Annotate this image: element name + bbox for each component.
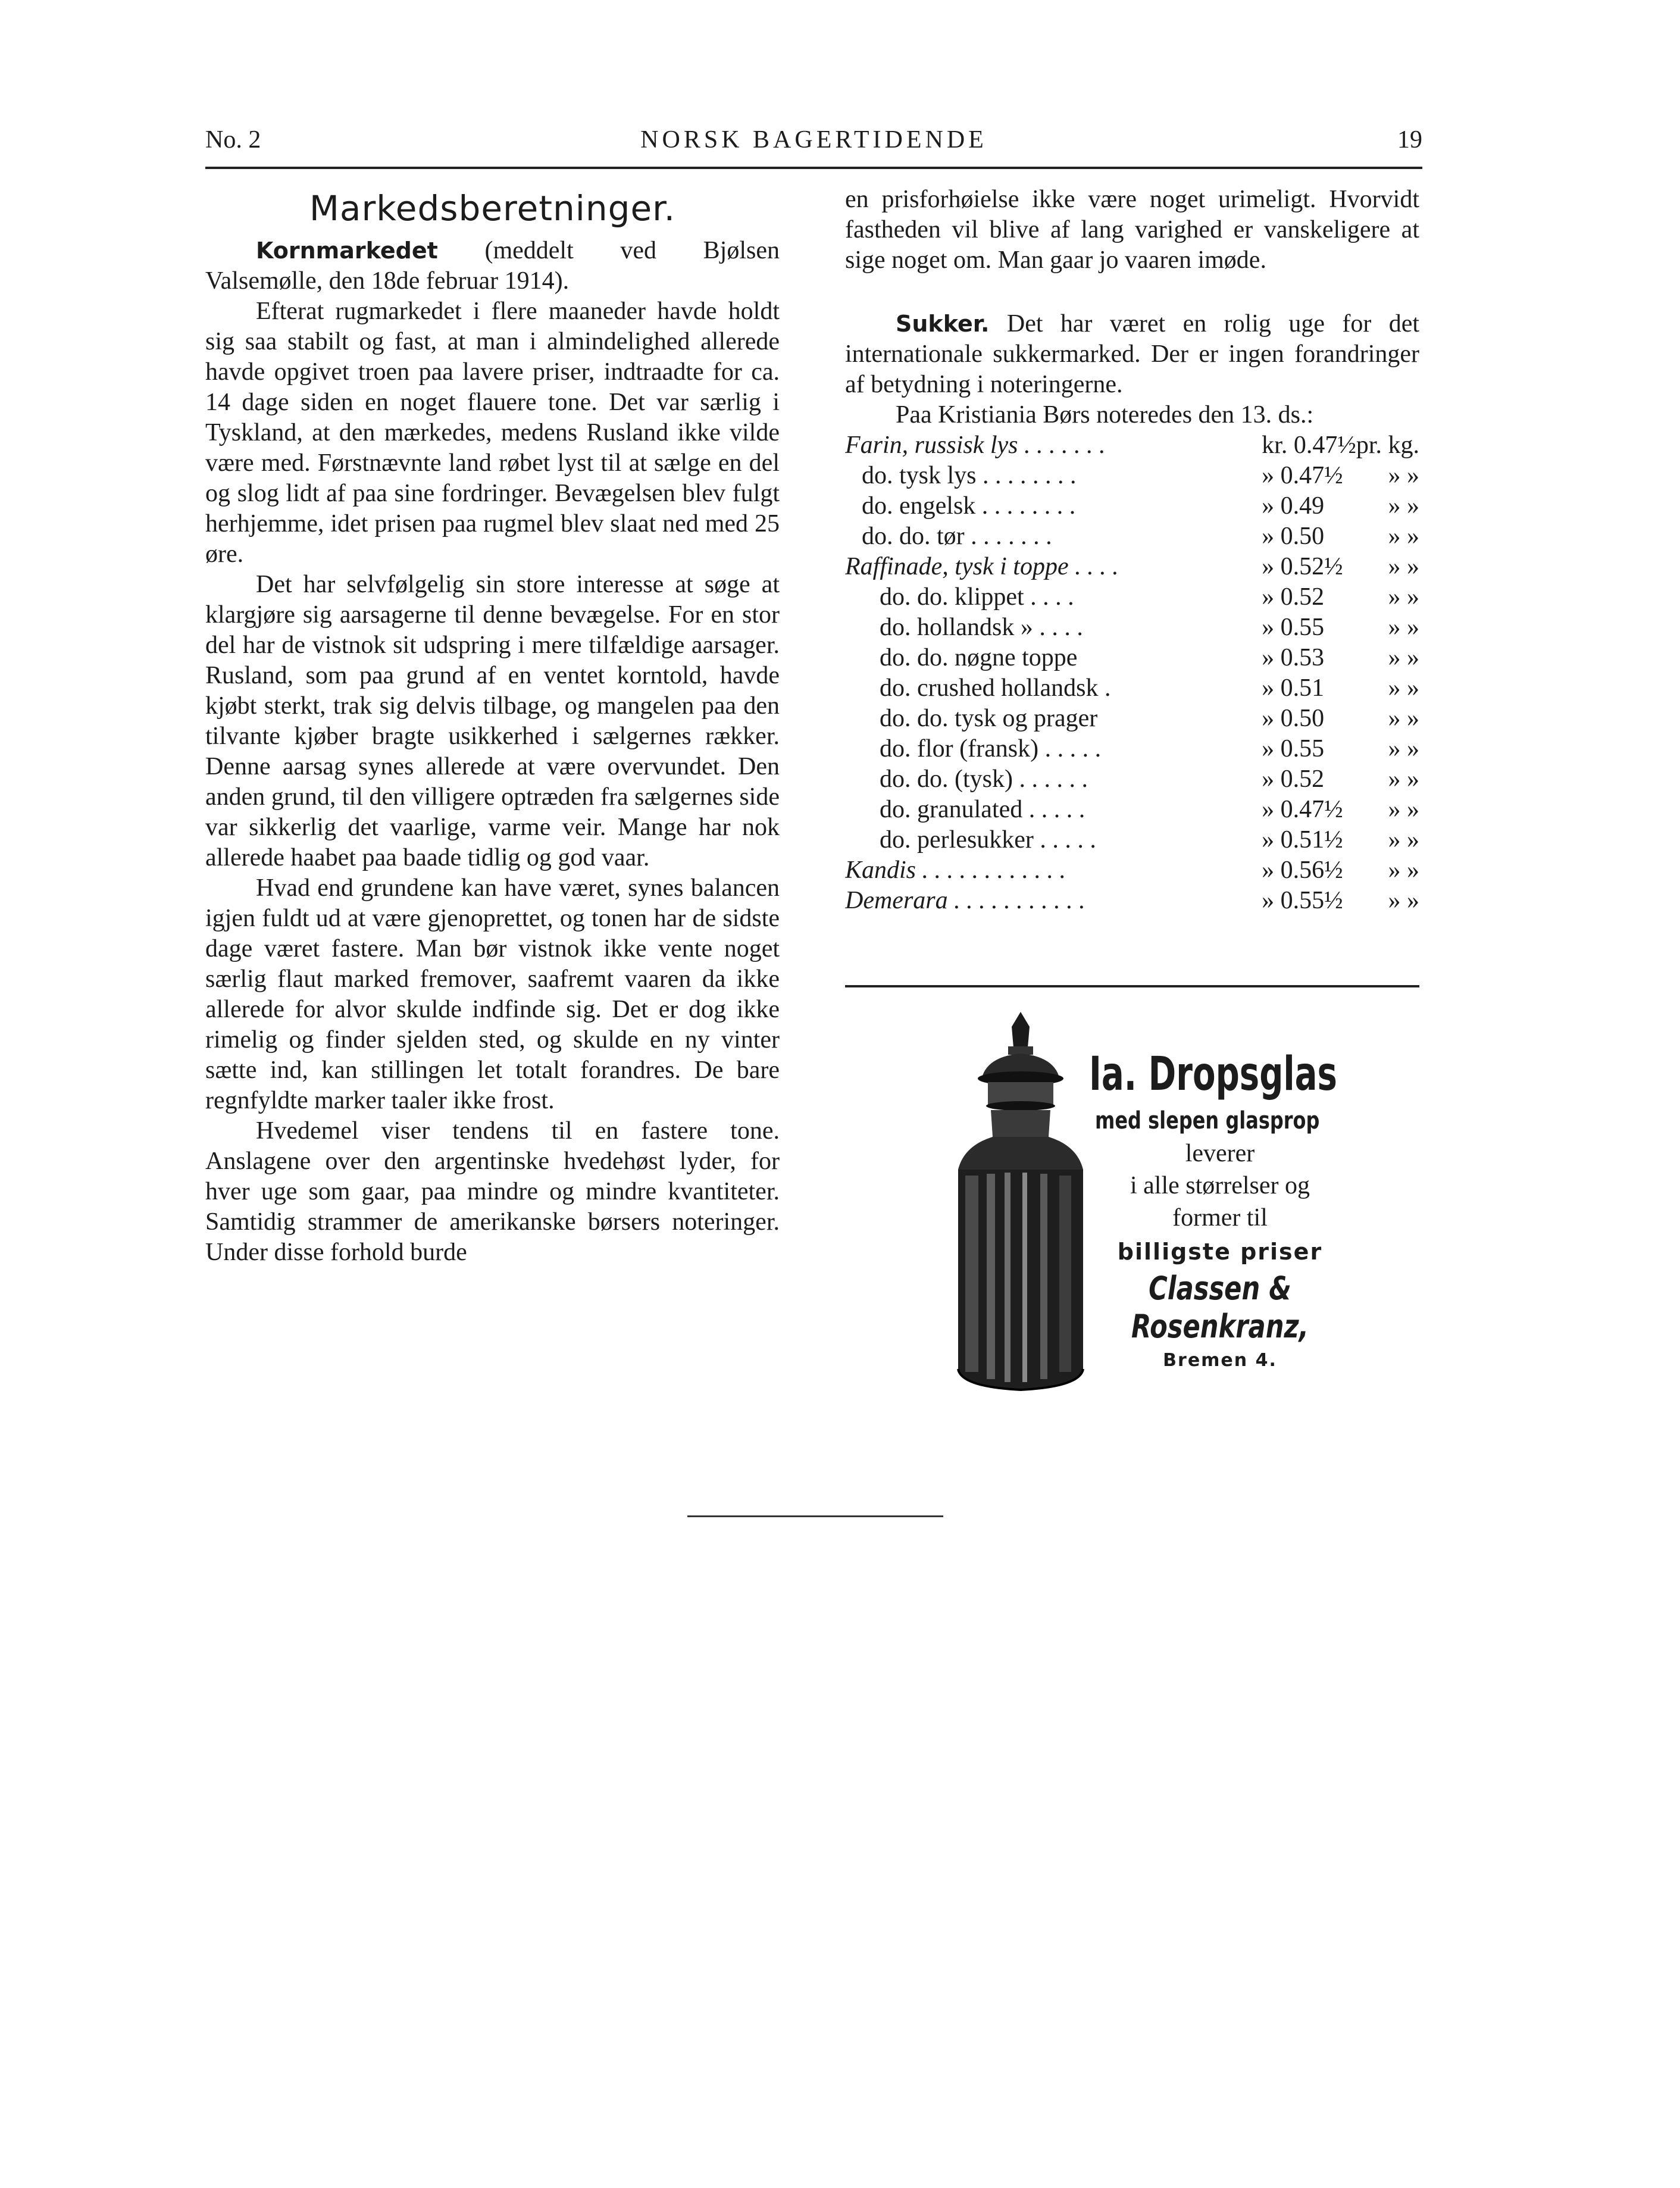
price-row-label: do. crushed hollandsk . — [880, 674, 1111, 702]
right-column — [845, 185, 1419, 916]
price-row-label: do. hollandsk » . . . . — [880, 614, 1083, 641]
price-row-label: do. engelsk . . . . . . . . — [862, 492, 1076, 520]
price-value: 0.47½ — [1293, 432, 1356, 459]
price-row-price — [1254, 795, 1356, 825]
price-row-mark: » — [1262, 765, 1275, 793]
price-row-price — [1254, 552, 1356, 582]
section-rule — [845, 985, 1419, 987]
price-row-price — [1254, 491, 1356, 521]
price-row-unit: » » — [1388, 462, 1419, 489]
price-row-label: do. do. tysk og prager — [880, 705, 1098, 732]
ad-firm-name-1: Classen & — [1149, 1270, 1291, 1307]
price-row-unit: » » — [1388, 765, 1419, 793]
price-row — [845, 673, 1419, 704]
price-row-label: Kandis . . . . . . . . . . . . — [845, 857, 1066, 884]
ad-line-2: i alle størrelser og — [1130, 1172, 1310, 1199]
price-value: 0.52 — [1280, 583, 1325, 611]
price-row-price — [1254, 886, 1356, 916]
price-row — [845, 764, 1419, 795]
sukker-text: Det har været en rolig uge for det internationale sukkermarked. Der er ingen forandringer af betydning i noteringerne. — [845, 310, 1419, 398]
price-row-label: Farin, russisk lys . . . . . . . — [845, 432, 1106, 459]
price-row — [845, 430, 1419, 461]
advertisement — [946, 1012, 1337, 1399]
price-row-price — [1254, 643, 1356, 673]
ad-line-3: former til — [1172, 1204, 1268, 1231]
price-row-mark: » — [1262, 674, 1275, 702]
price-row-label: do. do. nøgne toppe — [880, 644, 1078, 671]
price-row — [845, 855, 1419, 886]
price-row-price — [1254, 521, 1356, 552]
price-row-label: Raffinade, tysk i toppe . . . . — [845, 553, 1119, 580]
price-row-price — [1254, 582, 1356, 612]
intro-rest: (meddelt ved Bjølsen Valsemølle, den 18de februar 1914). — [205, 237, 780, 295]
price-row-unit: » » — [1388, 735, 1419, 762]
price-row — [845, 643, 1419, 673]
price-row-unit: » » — [1388, 583, 1419, 611]
paragraph-2: Det har selvfølgelig sin store interesse at søge at klargjøre sig aarsagerne til denne bevægelse. For en stor del har de vistnok sit udspring i mere tilfældige aarsager. Rusland, som paa grund af en ventet korntold, havde kjøbt sterkt, trak sig delvis tilbage, og mangelen paa den tilvante kjøber bragte usikkerhed i sælgernes rækker. Denne aarsag synes allerede at være overvundet. Den anden grund, til den villigere optræden fra sælgernes side var sikkerlig det vaarlige, varme veir. Mange har nok allerede haabet paa baade tidlig og god vaar. — [205, 571, 780, 871]
price-row-unit: » » — [1388, 644, 1419, 671]
price-row-label: Demerara . . . . . . . . . . . — [845, 887, 1085, 914]
price-row — [845, 582, 1419, 612]
ad-line-1: leverer — [1185, 1140, 1255, 1167]
price-value: 0.52 — [1280, 765, 1325, 793]
price-row-mark: » — [1262, 583, 1275, 611]
continuation-paragraph: en prisforhøielse ikke være noget urimeligt. Hvorvidt fastheden vil blive af lang varighed er vanskeligere at sige noget om. Man gaar jo vaaren imøde. — [845, 186, 1419, 274]
page-number: 19 — [1397, 126, 1422, 154]
price-row-price — [1254, 855, 1356, 886]
price-row-label: do. flor (fransk) . . . . . — [880, 735, 1102, 762]
ad-city: Bremen 4. — [1163, 1350, 1277, 1371]
price-row-mark: » — [1262, 523, 1275, 550]
price-row-price — [1254, 704, 1356, 734]
price-value: 0.50 — [1280, 705, 1325, 732]
ad-title: Ia. Dropsglas — [1089, 1048, 1337, 1101]
price-row-unit: » » — [1388, 705, 1419, 732]
price-row-unit: » » — [1388, 887, 1419, 914]
price-row — [845, 825, 1419, 855]
price-row-mark: » — [1262, 796, 1275, 823]
price-row-unit: » » — [1388, 826, 1419, 854]
price-row-unit: » » — [1388, 614, 1419, 641]
journal-title: NORSK BAGERTIDENDE — [640, 126, 987, 154]
price-row-price — [1254, 825, 1356, 855]
price-row-label: do. granulated . . . . . — [880, 796, 1085, 823]
price-row-unit: » » — [1388, 674, 1419, 702]
sukker-paragraph — [845, 309, 1419, 400]
ad-price-claim: billigste priser — [1117, 1239, 1323, 1265]
end-rule — [687, 1515, 943, 1517]
price-value: 0.51 — [1280, 674, 1325, 702]
article-title: Markedsberetninger. — [309, 188, 676, 229]
price-value: 0.53 — [1280, 644, 1325, 671]
candy-jar-illustration — [946, 1012, 1095, 1393]
price-row-label: do. do. tør . . . . . . . — [862, 523, 1052, 550]
paragraph-3: Hvad end grundene kan have været, synes balancen igjen fuldt ud at være gjenoprettet, og tonen har de sidste dage været fastere. Man bør vistnok ikke vente noget særlig flaut marked fremover, saafremt vaaren da ikke allerede for alvor skulde indfinde sig. Det er dog ikke rimelig og finder sjelden sted, og skulde en ny vinter sætte ind, kan stillingen let totalt forandres. De bare regnfyldte marker taaler ikke frost. — [205, 874, 780, 1114]
price-value: 0.49 — [1280, 492, 1325, 520]
price-value: 0.51½ — [1280, 826, 1343, 854]
price-row-mark: » — [1262, 857, 1275, 884]
price-row — [845, 886, 1419, 916]
price-row-label: do. do. klippet . . . . — [880, 583, 1074, 611]
price-row-price — [1254, 612, 1356, 643]
price-row-unit: pr. kg. — [1356, 432, 1419, 459]
price-row-mark: » — [1262, 705, 1275, 732]
price-row-mark: » — [1262, 492, 1275, 520]
sugar-price-table — [845, 430, 1419, 916]
price-value: 0.50 — [1280, 523, 1325, 550]
price-row-unit: » » — [1388, 796, 1419, 823]
price-row-mark: » — [1262, 735, 1275, 762]
price-row-unit: » » — [1388, 857, 1419, 884]
price-row-label: do. do. (tysk) . . . . . . — [880, 765, 1088, 793]
left-column — [205, 185, 780, 1268]
price-row — [845, 521, 1419, 552]
price-value: 0.56½ — [1280, 857, 1343, 884]
sukker-lead: Sukker. — [896, 311, 990, 337]
price-row — [845, 552, 1419, 582]
price-value: 0.55 — [1280, 735, 1325, 762]
price-row-price — [1254, 461, 1356, 491]
header-rule — [205, 167, 1422, 169]
price-row-mark: » — [1262, 887, 1275, 914]
price-value: 0.47½ — [1280, 462, 1343, 489]
price-row-label: do. tysk lys . . . . . . . . — [862, 462, 1077, 489]
price-value: 0.55½ — [1280, 887, 1343, 914]
paragraph-1: Efterat rugmarkedet i flere maaneder havde holdt sig saa stabilt og fast, at man i almindelighed allerede havde opgivet troen paa lavere priser, indtraadte for ca. 14 dage siden en noget flauere tone. Det var særlig i Tyskland, at den mærkedes, medens Rusland ikke vilde være med. Førstnævnte land røbet lyst til at sælge en del og slog lidt af paa sine fordringer. Bevægelsen blev fulgt herhjemme, idet prisen paa rugmel blev slaat ned med 25 øre. — [205, 298, 780, 568]
price-row-unit: » » — [1388, 523, 1419, 550]
price-value: 0.52½ — [1280, 553, 1343, 580]
price-row-price — [1254, 764, 1356, 795]
price-row-mark: » — [1262, 826, 1275, 854]
price-row-mark: » — [1262, 462, 1275, 489]
price-row-price — [1254, 734, 1356, 764]
price-row-mark: » — [1262, 644, 1275, 671]
running-header — [205, 122, 1422, 164]
price-row — [845, 612, 1419, 643]
price-row-unit: » » — [1388, 492, 1419, 520]
price-value: 0.55 — [1280, 614, 1325, 641]
price-row-label: do. perlesukker . . . . . — [880, 826, 1096, 854]
spacer — [845, 276, 1419, 309]
price-row-mark: kr. — [1262, 432, 1288, 459]
intro-paragraph — [205, 236, 780, 296]
boers-paragraph: Paa Kristiania Børs noteredes den 13. ds.: — [896, 401, 1314, 429]
price-row-price — [1254, 430, 1356, 461]
price-row-mark: » — [1262, 614, 1275, 641]
issue-number: No. 2 — [205, 126, 261, 154]
price-row — [845, 795, 1419, 825]
price-row-price — [1254, 673, 1356, 704]
intro-lead: Kornmarkedet — [256, 237, 438, 264]
price-row — [845, 461, 1419, 491]
advertisement-text — [1089, 1045, 1345, 1376]
price-row-unit: » » — [1388, 553, 1419, 580]
price-value: 0.47½ — [1280, 796, 1343, 823]
ad-firm-name-2: Rosenkranz, — [1131, 1308, 1309, 1345]
price-row — [845, 734, 1419, 764]
ad-subtitle: med slepen glasprop — [1095, 1107, 1320, 1134]
paragraph-4: Hvedemel viser tendens til en fastere tone. Anslagene over den argentinske hvedehøst lyder, for hver uge som gaar, paa mindre og mindre kvantiteter. Samtidig strammer de amerikanske børsers noteringer. Under disse forhold burde — [205, 1117, 780, 1266]
price-row — [845, 491, 1419, 521]
price-row — [845, 704, 1419, 734]
price-row-mark: » — [1262, 553, 1275, 580]
